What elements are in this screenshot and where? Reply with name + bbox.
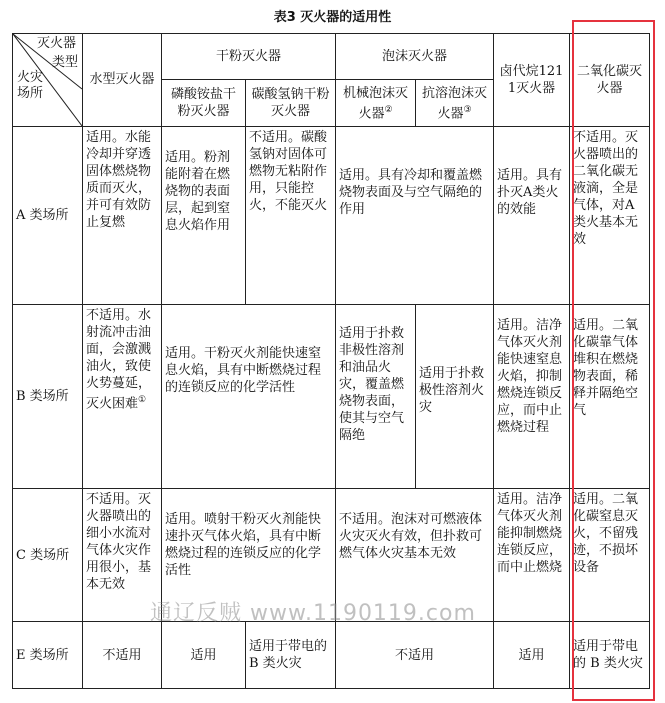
e-water: 不适用 [83,622,162,689]
corner-mid: 类型 [51,55,78,70]
header-mech-foam: 机械泡沫灭火器② [336,80,416,126]
row-label-b: B 类场所 [13,304,83,488]
c-foam: 不适用。泡沫对可燃液体火灾灭火有效，但扑救可燃气体火灾基本无效 [336,488,494,621]
header-halon: 卤代烷1211灭火器 [494,34,570,127]
c-powder: 适用。喷射干粉灭火剂能快速扑灭气体火焰，具有中断燃烧过程的连锁反应的化学活性 [162,488,336,621]
a-bicarbonate: 不适用。碳酸氢钠对固体可燃物无粘附作用，只能控火，不能灭火 [246,126,336,304]
a-ammonium: 适用。粉剂能附着在燃烧物的表面层，起到窒息火焰作用 [162,126,246,304]
header-co2: 二氧化碳灭火器 [570,34,650,127]
extinguisher-table [12,33,650,689]
a-halon: 适用。具有扑灭A类火的效能 [494,126,570,304]
row-label-a: A 类场所 [13,126,83,304]
header-water: 水型灭火器 [83,34,162,127]
corner-bottom: 火灾场所 [17,70,44,101]
header-ammonium: 磷酸铵盐干粉灭火器 [162,80,246,126]
e-bicarbonate: 适用于带电的 B 类火灾 [246,622,336,689]
e-co2: 适用于带电的 B 类火灾 [570,622,650,689]
b-mech-foam: 适用于扑救非极性溶剂和油品火灾，覆盖燃烧物表面，使其与空气隔绝 [336,304,416,488]
a-co2: 不适用。灭火器喷出的二氧化碳无液滴，全是气体，对A类火基本无效 [570,126,650,304]
corner-top: 灭火器 [36,36,76,51]
row-label-e: E 类场所 [13,622,83,689]
b-powder: 适用。干粉灭火剂能快速窒息火焰，具有中断燃烧过程的连锁反应的化学活性 [162,304,336,488]
row-label-c: C 类场所 [13,488,83,621]
header-foam: 泡沫灭火器 [336,34,494,80]
header-res-foam: 抗溶泡沫灭火器③ [416,80,494,126]
c-halon: 适用。洁净气体灭火剂能抑制燃烧连锁反应，而中止燃烧 [494,488,570,621]
e-foam: 不适用 [336,622,494,689]
header-bicarbonate: 碳酸氢钠干粉灭火器 [246,80,336,126]
c-water: 不适用。灭火器喷出的细小水流对气体火灾作用很小，基本无效 [83,488,162,621]
b-res-foam: 适用于扑救极性溶剂火灾 [416,304,494,488]
a-foam: 适用。具有冷却和覆盖燃烧物表面及与空气隔绝的作用 [336,126,494,304]
header-dry-powder: 干粉灭火器 [162,34,336,80]
e-ammonium: 适用 [162,622,246,689]
b-water: 不适用。水射流冲击油面，会激溅油火，致使火势蔓延，灭火困难① [83,304,162,488]
b-co2: 适用。二氧化碳靠气体堆积在燃烧物表面，稀释并隔绝空气 [570,304,650,488]
watermark: 通辽反贼 www.1190119.com [150,601,476,626]
c-co2: 适用。二氧化碳窒息灭火，不留残迹，不损坏设备 [570,488,650,621]
corner-cell [13,34,83,127]
e-halon: 适用 [494,622,570,689]
b-halon: 适用。洁净气体灭火剂能快速窒息火焰，抑制燃烧连锁反应，而中止燃烧过程 [494,304,570,488]
table-title: 表3 灭火器的适用性 [273,10,392,25]
a-water: 适用。水能冷却并穿透固体燃烧物质而灭火，并可有效防止复燃 [83,126,162,304]
